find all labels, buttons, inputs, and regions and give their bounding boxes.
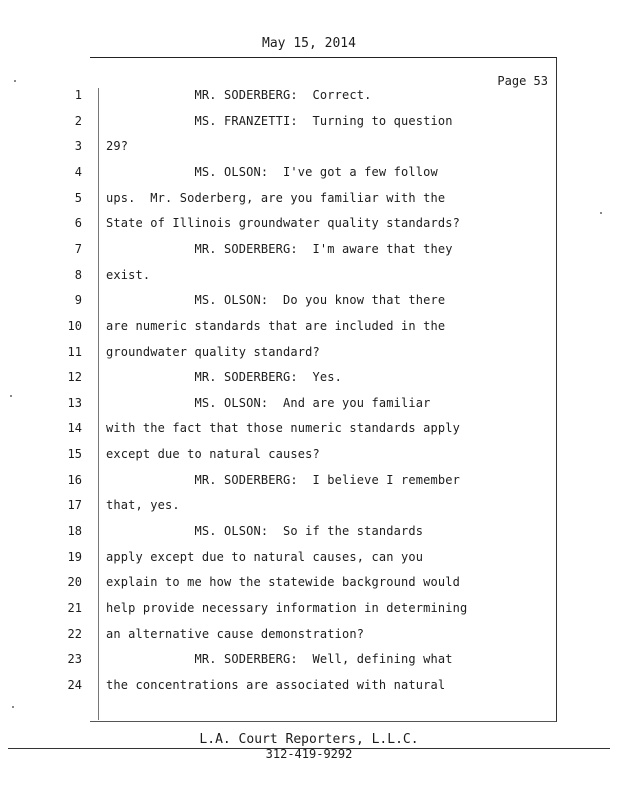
court-reporter-name: L.A. Court Reporters, L.L.C.: [199, 732, 419, 747]
line-text: MS. OLSON: Do you know that there: [106, 293, 446, 308]
line-number: 15: [67, 447, 82, 462]
line-text: MS. FRANZETTI: Turning to question: [106, 113, 453, 128]
transcript-line: [0, 88, 618, 108]
transcript-line: [0, 473, 618, 493]
line-text: MR. SODERBERG: I believe I remember: [106, 472, 460, 487]
line-number: 7: [74, 241, 82, 256]
transcript-line: [0, 652, 618, 672]
line-number: 14: [67, 421, 82, 436]
scan-speck: [10, 395, 12, 397]
transcript-line: [0, 139, 618, 159]
transcript-line: [0, 319, 618, 339]
line-number: 22: [67, 626, 82, 641]
line-text: MR. SODERBERG: I'm aware that they: [106, 241, 453, 256]
line-number: 16: [67, 472, 82, 487]
transcript-line: [0, 242, 618, 262]
line-text: an alternative cause demonstration?: [106, 626, 365, 641]
line-text: State of Illinois groundwater quality standards?: [106, 216, 460, 231]
line-text: MS. OLSON: So if the standards: [106, 524, 424, 539]
line-text: with the fact that those numeric standards apply: [106, 421, 460, 436]
line-number: 20: [67, 575, 82, 590]
transcript-line: [0, 293, 618, 313]
line-text: exist.: [106, 267, 151, 282]
line-text: help provide necessary information in determining: [106, 601, 468, 615]
transcript-line: [0, 447, 618, 467]
transcript-line: [0, 678, 618, 698]
transcript-line: [0, 601, 618, 621]
line-text: MR. SODERBERG: Well, defining what: [106, 652, 453, 667]
scan-speck: [14, 80, 16, 82]
transcript-line: [0, 345, 618, 365]
line-number: 23: [67, 652, 82, 667]
line-number: 5: [74, 190, 82, 205]
line-text: MR. SODERBERG: Correct.: [106, 88, 372, 102]
line-number: 19: [67, 549, 82, 564]
line-number: 3: [74, 139, 82, 154]
transcript-line: [0, 627, 618, 647]
transcript-line: [0, 114, 618, 134]
line-number: 2: [74, 113, 82, 128]
transcript-date: May 15, 2014: [262, 36, 356, 51]
line-number: 11: [67, 344, 82, 359]
line-number: 10: [67, 318, 82, 333]
transcript-line: [0, 370, 618, 390]
line-number: 4: [74, 164, 82, 179]
line-text: MS. OLSON: And are you familiar: [106, 395, 431, 410]
line-text: groundwater quality standard?: [106, 344, 320, 359]
line-number: 18: [67, 524, 82, 539]
transcript-line: [0, 421, 618, 441]
line-text: MS. OLSON: I've got a few follow: [106, 164, 438, 179]
scan-speck: [12, 706, 14, 708]
transcript-line: [0, 575, 618, 595]
transcript-line: [0, 165, 618, 185]
line-text: explain to me how the statewide background would: [106, 575, 460, 590]
line-text: apply except due to natural causes, can you: [106, 549, 424, 564]
transcript-line: [0, 550, 618, 570]
line-number: 8: [74, 267, 82, 282]
line-text: except due to natural causes?: [106, 447, 320, 462]
transcript-line: [0, 396, 618, 416]
line-text: ups. Mr. Soderberg, are you familiar with the: [106, 190, 446, 205]
line-text: 29?: [106, 139, 129, 154]
line-text: that, yes.: [106, 498, 180, 513]
line-number: 12: [67, 370, 82, 385]
scan-speck: [600, 212, 602, 214]
page-number: Page 53: [497, 74, 548, 88]
line-number: 21: [67, 601, 82, 615]
line-number: 17: [67, 498, 82, 513]
line-number: 13: [67, 395, 82, 410]
transcript-line: [0, 524, 618, 544]
line-number: 9: [74, 293, 82, 308]
line-number: 1: [74, 88, 82, 102]
court-reporter-phone: 312-419-9292: [265, 747, 353, 761]
transcript-line: [0, 498, 618, 518]
transcript-line: [0, 268, 618, 288]
transcript-line: [0, 191, 618, 211]
line-number: 6: [74, 216, 82, 231]
line-number: 24: [67, 677, 82, 692]
line-text: are numeric standards that are included in the: [106, 318, 446, 333]
line-text: MR. SODERBERG: Yes.: [106, 370, 342, 385]
line-text: the concentrations are associated with natural: [106, 677, 446, 692]
transcript-line: [0, 216, 618, 236]
